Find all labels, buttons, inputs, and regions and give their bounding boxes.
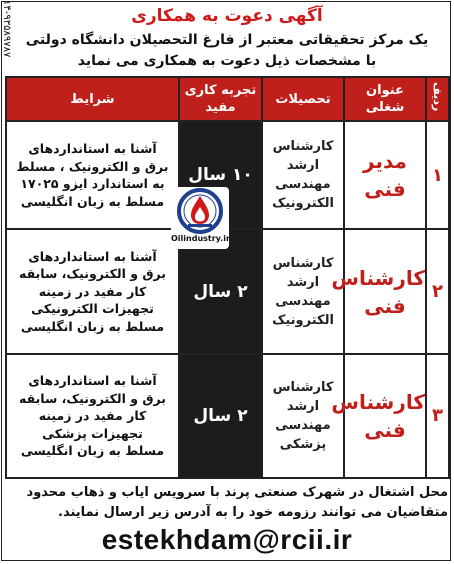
row-number: ۳	[426, 354, 449, 478]
education-line-1: کارشناس	[272, 379, 334, 395]
education	[262, 121, 344, 229]
conditions-line-1: آشنا به استانداردهای	[28, 373, 157, 389]
footer-line-2: متقاضیان می توانند رزومه خود را به آدرس زیر ارسال نمایند.	[58, 505, 448, 520]
experience: ۲ سال	[179, 229, 262, 353]
conditions	[6, 354, 179, 478]
education-line-1: کارشناس	[272, 139, 334, 155]
header-conditions: شرایط	[6, 77, 179, 121]
conditions	[6, 121, 179, 229]
education-line-3: مهندسی	[275, 293, 331, 309]
conditions-line-2: برق و الکترونیک، سابقه	[19, 390, 166, 406]
logo-text: Oilindustry.ir	[171, 234, 230, 243]
job-title-line-2: فنی	[364, 293, 406, 318]
conditions-line-5: مسلط به زبان انگلیسی	[20, 318, 165, 334]
table-header-row	[6, 77, 449, 121]
job-title	[344, 121, 426, 229]
education-line-3: مهندسی	[275, 177, 331, 193]
conditions-line-1: آشنا به استانداردهای	[28, 141, 157, 157]
conditions-line-3: به استاندارد ایزو ۱۷۰۲۵	[20, 176, 165, 192]
table-row	[6, 354, 449, 478]
conditions-line-4: تجهیزات پزشکی	[42, 425, 143, 441]
education-line-4: الکترونیک	[272, 312, 334, 328]
ad-title: آگهی دعوت به همکاری	[131, 6, 323, 26]
experience: ۲ سال	[179, 354, 262, 478]
header-education: تحصیلات	[262, 77, 344, 121]
row-number: ۲	[426, 229, 449, 353]
job-title-line-2: فنی	[364, 177, 406, 202]
experience: ۱۰ سال	[179, 121, 262, 229]
header-job-title: عنوان شغلی	[344, 77, 426, 121]
email-address[interactable]: estekhdam@rcii.ir	[101, 524, 353, 555]
oil-drop-flame-icon	[171, 187, 229, 235]
conditions-line-3: کار مفید در زمینه	[38, 283, 147, 299]
conditions	[6, 229, 179, 353]
conditions-line-2: برق و الکترونیک ، مسلط	[16, 158, 169, 174]
header-experience-line-2: مفید	[205, 100, 236, 115]
job-title-line-1: مدیر	[363, 149, 407, 174]
education-line-3: مهندسی	[275, 417, 331, 433]
header-experience-line-1: تجربه کاری	[184, 83, 257, 98]
row-number: ۱	[426, 121, 449, 229]
job-title	[331, 354, 426, 478]
footer-line-1: محل اشتغال در شهرک صنعتی پرند با سرویس ایاب و ذهاب محدود	[26, 485, 448, 500]
oilindustry-logo	[171, 187, 229, 249]
intro-line-2: با مشخصات ذیل دعوت به همکاری می نماید	[77, 53, 377, 69]
job-title-line-2: فنی	[364, 417, 406, 442]
intro-line-1: یک مرکز تحقیقاتی معتبر از فارغ التحصیلان دانشگاه دولتی	[25, 32, 429, 48]
side-code: ۱۴-۹۳۵۸۹۷۸۷	[1, 0, 12, 58]
education-line-1: کارشناس	[272, 255, 334, 271]
education-line-4: پزشکی	[279, 436, 327, 452]
conditions-line-5: مسلط به زبان انگلیسی	[20, 443, 165, 459]
education	[262, 354, 344, 478]
header-row-number: ردیف	[426, 77, 449, 121]
education-line-2: ارشد	[286, 158, 320, 174]
job-title-line-1: کارشناس	[331, 265, 425, 290]
header-experience	[179, 77, 262, 121]
conditions-line-4: تجهیزات الکترونیکی	[31, 301, 154, 317]
conditions-line-2: برق و الکترونیک، سابقه	[19, 266, 166, 282]
education-line-2: ارشد	[286, 274, 320, 290]
education-line-2: ارشد	[286, 398, 320, 414]
conditions-line-3: کار مفید در زمینه	[38, 408, 147, 424]
conditions-line-4: مسلط به زبان انگلیسی	[20, 193, 165, 209]
jobs-table	[5, 76, 450, 479]
education	[262, 229, 344, 353]
conditions-line-1: آشنا به استانداردهای	[28, 248, 157, 264]
job-title	[331, 229, 426, 353]
education-line-4: الکترونیک	[272, 196, 334, 212]
job-title-line-1: کارشناس	[331, 389, 425, 414]
